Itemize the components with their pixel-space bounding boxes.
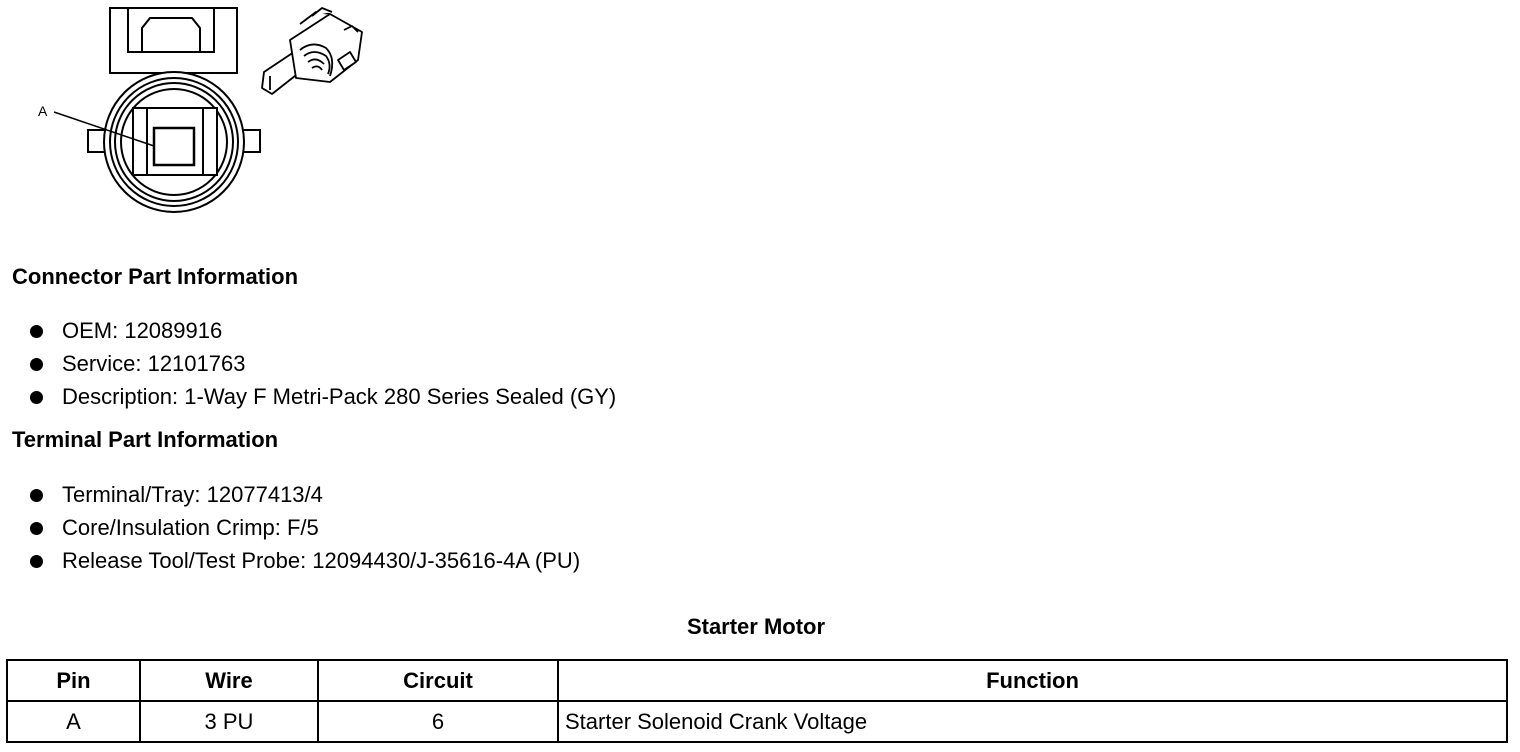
header-pin: Pin xyxy=(7,660,140,701)
bullet-icon xyxy=(30,522,43,535)
connector-3d-view xyxy=(262,8,362,94)
bullet-icon xyxy=(30,391,43,404)
connector-info-list xyxy=(0,314,616,413)
terminal-info-heading: Terminal Part Information xyxy=(12,427,279,452)
callout-label-a: A xyxy=(38,103,48,119)
bullet-icon xyxy=(30,555,43,568)
connector-diagram xyxy=(0,0,380,225)
table-header-row xyxy=(7,660,1507,701)
bullet-icon xyxy=(30,358,43,371)
list-item: OEM: 12089916 xyxy=(0,314,616,347)
terminal-a-cavity xyxy=(154,128,194,165)
header-wire: Wire xyxy=(140,660,318,701)
list-item: Terminal/Tray: 12077413/4 xyxy=(0,478,580,511)
bullet-icon xyxy=(30,325,43,338)
terminal-info-list xyxy=(0,478,580,577)
list-item: Service: 12101763 xyxy=(0,347,616,380)
pinout-table-title: Starter Motor xyxy=(686,614,826,639)
list-item: Description: 1-Way F Metri-Pack 280 Series Sealed (GY) xyxy=(0,380,616,413)
bullet-icon xyxy=(30,489,43,502)
pinout-table xyxy=(6,659,1508,743)
connector-info-heading: Connector Part Information xyxy=(12,264,299,289)
list-item: Release Tool/Test Probe: 12094430/J-35616-4A (PU) xyxy=(0,544,580,577)
table-row xyxy=(7,701,1507,742)
list-item: Core/Insulation Crimp: F/5 xyxy=(0,511,580,544)
cell-pin: A xyxy=(7,701,140,742)
header-circuit: Circuit xyxy=(318,660,558,701)
cell-circuit: 6 xyxy=(318,701,558,742)
cell-wire: 3 PU xyxy=(140,701,318,742)
header-function: Function xyxy=(558,660,1507,701)
cell-function: Starter Solenoid Crank Voltage xyxy=(558,701,1507,742)
